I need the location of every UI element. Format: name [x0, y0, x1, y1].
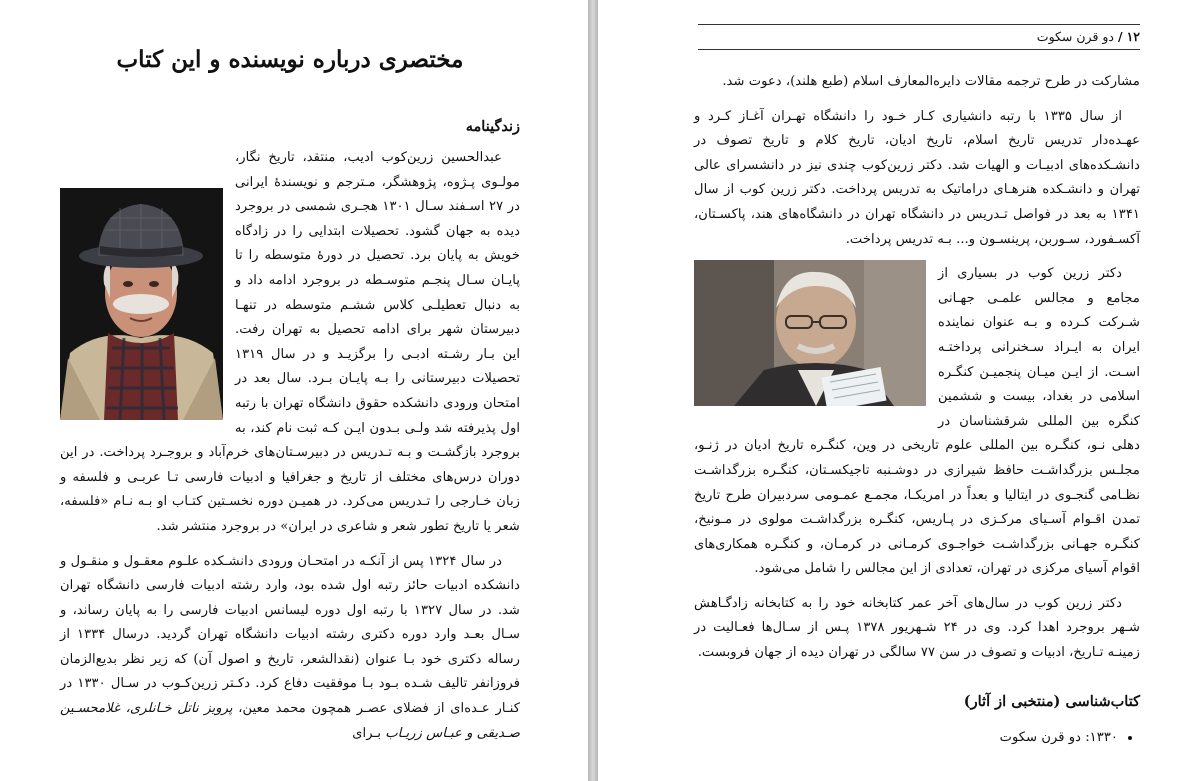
header-separator: /	[1118, 29, 1123, 44]
paragraph-2-ending: بـرای	[352, 725, 386, 741]
page-number: ۱۲	[1126, 29, 1140, 44]
paragraph-conferences: دکتر زرین کوب در بسیاری از مجامع و مجالس علمـی جهـانی شـرکت کـرده و بـه عنوان نماینده ایران به ایـراد سـخنرانی پرداختـه اسـت. از ایـن میـان پنجمیـن کنگـره اسلامی در بغداد، بیست و ششمین کنگره بین المللی شرقشناسان در دهلی نـو، کنگـره بین المللی علوم تاریخی در وین، کنگـره تاریخ ادیان در ژنـو، مجلـس بزرگداشـت حافظ شیرازی در دوشـنبه تاجیکسـتان، کنگـره بزرگداشـت نظـامی گنجـوی در ایتالیا و بعداً در امریکـا، مجمـع عمـومی سردبیران طرح تاریخ تمدن اقـوام آسـیای مرکـزی در پـاریس، کنگـره بزرگداشـت مولوی در مـونیخ، کنگـره جهـانی بزرگداشـت خواجـوی کرمـانی در کرمـان، و کنگـره همکاری‌های اقوام آسیای مرکزی در تهران، تعدادی از این مجالس را شامل می‌شود.	[694, 266, 1140, 577]
book-gutter	[588, 0, 598, 781]
author-reading-photo	[694, 260, 926, 406]
paragraph-2-italic-names: پرویز ناتل خـانلری، غلامحسـین صـدیقی و عبـاس زریـاب	[60, 701, 520, 741]
biography-text	[60, 146, 520, 746]
paragraph-final-years: دکتر زرین کوب در سال‌های آخر عمر کتابخانه خود را به کتابخانه زادگـاهش شـهر بروجرد اهدا کرد. وی در ۲۴ شـهریور ۱۳۷۸ پـس از سـال‌ها فعـالیت در زمینـه تـاریخ، ادبیات و تصوف در سن ۷۷ سالگی در تهران دیده از جهان فروبست.	[694, 595, 1140, 661]
portrait-illustration	[60, 188, 223, 420]
right-page	[598, 0, 1178, 781]
left-page	[0, 0, 588, 781]
running-header	[698, 24, 1140, 50]
paragraph-teaching: از سال ۱۳۳۵ با رتبه دانشیاری کـار خـود را دانشگاه تهـران آغـاز کـرد و عهـده‌دار تدریس تاریخ اسلام، تاریخ ادیان، تاریخ کلام و تاریخ تصوف در دانشـکده‌های ادبیـات و الهیات شد. دکتر زرین‌کوب چندی نیز در دانشسرای عالی تهران و دانشـکده هنرهـای دراماتیک به تدریس پرداخت. دکتر زرین کوب از سال ۱۳۴۱ به بعد در فواصل تـدریس در دانشگاه تهران در دانشگاه‌های هند، پاکسـتان، آکسـفورد، سـوربن، پرینسـون و... بـه تدریس پرداخت.	[694, 108, 1140, 247]
paragraph-continuation: مشارکت در طرح ترجمه مقالات دایره‌المعارف اسلام (طبع هلند)، دعوت شد.	[722, 74, 1140, 89]
right-page-text	[694, 70, 1140, 750]
biography-paragraph-1: عبدالحسین زرین‌کوب ادیب، منتقد، تاریخ نگار، مولـوی پـژوه، پژوهشگر، مـترجم و نویسنده‌ٔ ایرانی در ۲۷ اسـفند سـال ۱۳۰۱ هجـری شمسی در بروجرد دیده به جهان گشود. تحصیلات ابتدایی را در زادگاه خویش به پایان برد. تحصیل در دوره‌ٔ متوسطه را تا پایـان سـال پنجـم متوسـطه در بروجرد ادامه داد و به دنبال تعطیلـی کلاس ششـم متوسطه در تنهـا دبیرستان شهر برای ادامه تحصیل به تهران رفت. این بـار رشـته ادبـی را برگزیـد و در سال ۱۳۱۹ تحصیلات دبیرستانی را بـه پایـان بـرد. سال بعد در امتحان ورودی دانشکده حقوق دانشگاه تهران با رتبه اول پذیرفته شد ولـی بـدون ایـن کـه ثبت نام کند، به بروجرد بازگشـت و بـه تـدریس در دبیرسـتان‌های خرم‌آباد و بروجـرد پرداخت. در این دوران درس‌های مختلف از تاریخ و جغرافیا و ادبیات فارسی تـا عربـی و فلسفه و زبان خـارجی را تـدریس می‌کرد. در همیـن دوره نخسـتین کتـاب او بـه نـام «فلسفه، شعر یا تاریخ تطور شعر و شاعری در ایران» در بروجرد منتشر شد.	[60, 150, 520, 534]
page-title: مختصری درباره نویسنده و این کتاب	[116, 46, 464, 73]
bibliography-list	[694, 726, 1140, 750]
reading-illustration	[694, 260, 926, 406]
paragraph-2-text: در سال ۱۳۲۴ پس از آنکـه در امتحـان ورودی دانشـکده علـوم معقـول و منقـول و دانشکده ادبیات حائز رتبه اول شده بود، وارد رشته ادبیات فارسی دانشگاه تهران شد. در سال ۱۳۲۷ با رتبه اول دوره لیسانس ادبیات فارسی را به پایان رساند، و سـال بعـد وارد دوره دکتری رشته ادبیات دانشگاه تهران گردید. درسال ۱۳۳۴ از رساله دکتری خود بـا عنوان (نقدالشعر، تاریخ و اصول آن) که زیر نظر بدیع‌الزمان فروزانفر تالیف شـده بـود بـا موفقیت دفاع کرد. دکـتر زرین‌کـوب در سـال ۱۳۳۰ در کنـار عـده‌ای از فضلای عصـر همچون محمد معین،	[60, 553, 520, 717]
biography-paragraph-2	[60, 550, 520, 747]
author-portrait-photo	[60, 188, 223, 420]
bibliography-item: • ۱۳۳۰: دو قرن سکوت	[694, 726, 1118, 750]
section-heading-bibliography: کتاب‌شناسی (منتخبی از آثار)	[963, 692, 1140, 710]
header-book-title: دو قرن سکوت	[1036, 29, 1115, 44]
section-heading-biography: زندگینامه	[465, 118, 520, 135]
